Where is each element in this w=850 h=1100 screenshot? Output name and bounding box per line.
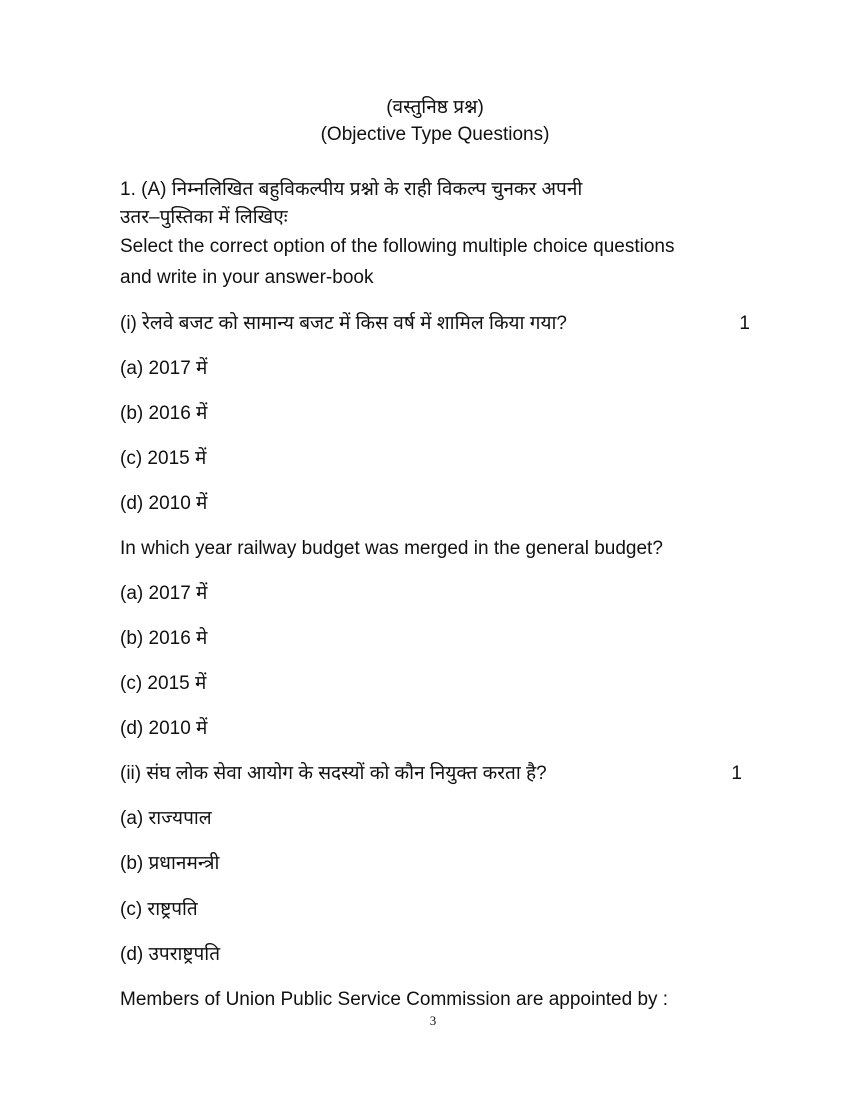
instruction-english-line-2: and write in your answer-book bbox=[120, 267, 374, 288]
instruction-english-line-1: Select the correct option of the following multiple choice questions bbox=[120, 236, 675, 257]
question-1-hindi bbox=[120, 312, 750, 336]
instruction-hindi-line-2: उतर–पुस्तिका में लिखिएः bbox=[120, 207, 288, 228]
question-2-option-a-hindi: (a) राज्यपाल bbox=[120, 808, 212, 829]
question-1-hindi-text: (i) रेलवे बजट को सामान्य बजट में किस वर्ष में शामिल किया गया? bbox=[120, 313, 567, 334]
question-2-hindi bbox=[120, 762, 750, 786]
question-1-option-d-hindi: (d) 2010 में bbox=[120, 493, 208, 514]
question-1-option-c-hindi: (c) 2015 में bbox=[120, 448, 207, 469]
question-2-option-b-hindi: (b) प्रधानमन्त्री bbox=[120, 853, 220, 874]
question-1-option-b-english: (b) 2016 मे bbox=[120, 628, 208, 649]
question-1-marks: 1 bbox=[739, 313, 750, 334]
section-title-english: (Objective Type Questions) bbox=[320, 124, 550, 145]
question-2-english-text: Members of Union Public Service Commission are appointed by : bbox=[120, 989, 669, 1010]
question-1-option-a-english: (a) 2017 में bbox=[120, 583, 208, 604]
page-number: 3 bbox=[429, 1013, 437, 1028]
question-1-english-text: In which year railway budget was merged in the general budget? bbox=[120, 538, 663, 559]
question-1-option-c-english: (c) 2015 में bbox=[120, 673, 207, 694]
instruction-hindi-line-1: 1. (A) निम्नलिखित बहुविकल्पीय प्रश्नो के राही विकल्प चुनकर अपनी bbox=[120, 179, 583, 200]
question-1-option-a-hindi: (a) 2017 में bbox=[120, 358, 208, 379]
question-2-hindi-text: (ii) संघ लोक सेवा आयोग के सदस्यों को कौन नियुक्त करता है? bbox=[120, 763, 547, 784]
question-2-marks: 1 bbox=[731, 763, 742, 784]
question-1-option-d-english: (d) 2010 में bbox=[120, 718, 208, 739]
question-1-option-b-hindi: (b) 2016 में bbox=[120, 403, 208, 424]
question-2-option-d-hindi: (d) उपराष्ट्रपति bbox=[120, 944, 221, 965]
section-title-hindi: (वस्तुनिष्ठ प्रश्न) bbox=[386, 97, 484, 118]
question-2-option-c-hindi: (c) राष्ट्रपति bbox=[120, 899, 198, 920]
